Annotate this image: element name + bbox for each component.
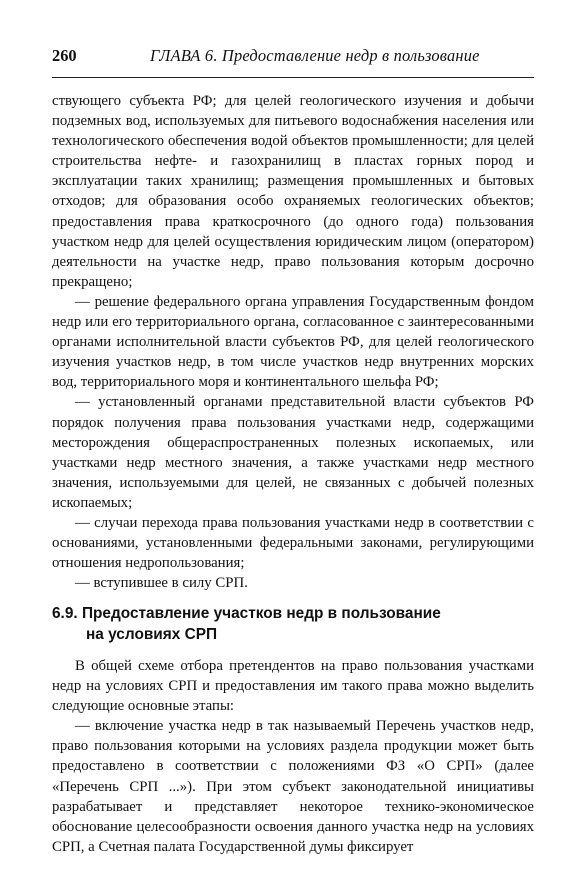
section-heading xyxy=(52,603,534,645)
list-item-paragraph: — установленный органами представительной власти субъектов РФ порядок получения права пользования участками недр, содержащими месторождения общераспространенных полезных ископаемых, или участками недр местного значения, а также участками недр местного значения, используемыми для целей, не связанных с добычей полезных ископаемых; xyxy=(52,394,534,511)
page-header xyxy=(52,45,534,67)
running-head: ГЛАВА 6. Предоставление недр в пользование xyxy=(150,46,480,65)
paragraph: В общей схеме отбора претендентов на право пользования участками недр на условиях СРП и предоставления им такого права можно выделить следующие основные этапы: xyxy=(52,658,534,715)
list-item-paragraph: — решение федерального органа управления Государственным фондом недр или его территориального органа, согласованное с заинтересованными органами исполнительной власти субъектов РФ, для целей геологического изучения участков недр, в том числе участков недр внутренних морских вод, территориального моря и континентального шельфа РФ; xyxy=(52,293,534,391)
list-item-paragraph: — вступившее в силу СРП. xyxy=(75,575,248,592)
section-heading-line2: на условиях СРП xyxy=(86,626,218,643)
body-text-bottom xyxy=(52,656,534,857)
page-number: 260 xyxy=(52,46,77,65)
paragraph: ствующего субъекта РФ; для целей геологического изучения и добычи подземных вод, используемых для питьевого водоснабжения населения или технологического обеспечения водой объектов промышленности; для целей строительства нефте- и газохранилищ в пластах горных пород и эксплуатации таких хранилищ; размещения промышленных и бытовых отходов; для образования особо охраняемых геологических объектов; предоставления права краткосрочного (до одного года) пользования участком недр для целей осуществления юридическим лицом (оператором) деятельности на участке недр, право пользования которым досрочно прекращено; xyxy=(52,93,534,290)
body-text-top xyxy=(52,91,534,593)
header-divider xyxy=(52,77,534,78)
section-heading-line1: 6.9. Предоставление участков недр в пользование xyxy=(52,605,441,622)
list-item-paragraph: — включение участка недр в так называемый Перечень участков недр, право пользования которыми на условиях раздела продукции может быть предоставлено в соответствии с положениями ФЗ «О СРП» (далее «Перечень СРП ...»). При этом субъект законодательной инициативы разрабатывает и представляет некоторое технико-экономическое обоснование целесообразности освоения данного участка недр на условиях СРП, а Счетная палата Государственной думы фиксирует xyxy=(52,718,534,855)
list-item-paragraph: — случаи перехода права пользования участками недр в соответствии с основаниями, установленными федеральными законами, регулирующими отношения недропользования; xyxy=(52,514,534,572)
